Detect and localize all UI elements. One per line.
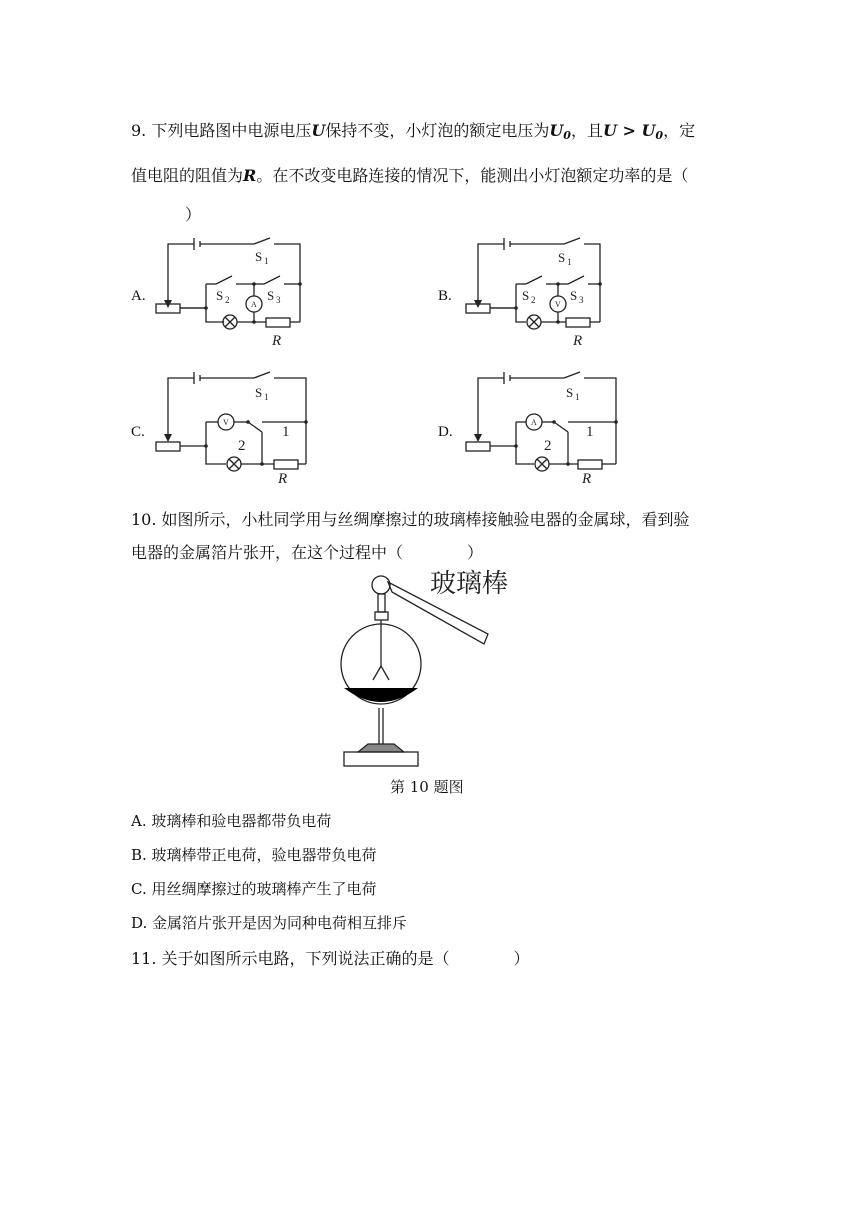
circuit-a-s2: S — [216, 288, 224, 303]
circuit-c-pos2: 2 — [238, 438, 246, 454]
circuit-b-s3-sub: 3 — [579, 295, 584, 305]
q11-line-1: 11. 关于如图所示电路，下列说法正确的是（ ） — [131, 949, 530, 968]
circuit-c-pos1: 1 — [282, 424, 290, 440]
q9-var-r: R — [243, 166, 257, 185]
q9-line-2 — [131, 163, 688, 186]
circuit-b-s2-sub: 2 — [531, 295, 536, 305]
q9-line-1 — [131, 118, 695, 142]
circuit-c-r-label: R — [278, 471, 288, 487]
circuit-a-s3-sub: 3 — [276, 295, 281, 305]
circuit-a-diagram — [150, 236, 310, 352]
q9-text-b: 保持不变，小灯泡的额定电压为 — [325, 121, 550, 140]
circuit-c-s1-sub: 1 — [264, 392, 269, 402]
circuit-b-meter: V — [555, 300, 561, 309]
circuit-a-s1: S — [255, 249, 263, 264]
q10-choice-c: C. 用丝绸摩擦过的玻璃棒产生了电荷 — [131, 880, 377, 898]
q10-choice-b: B. 玻璃棒带正电荷，验电器带负电荷 — [131, 846, 377, 864]
glass-rod-label: 玻璃棒 — [430, 569, 509, 599]
q9-var-u0: U — [549, 121, 564, 140]
circuit-b-diagram — [460, 236, 620, 352]
circuit-d-r-label: R — [582, 471, 592, 487]
circuit-d-s1-sub: 1 — [575, 392, 580, 402]
q10-line-1: 10. 如图所示，小杜同学用与丝绸摩擦过的玻璃棒接触验电器的金属球，看到验 — [131, 510, 690, 529]
circuit-a-r-label: R — [272, 333, 282, 349]
circuit-a-s1-sub: 1 — [264, 256, 269, 266]
circuit-c-s1: S — [255, 385, 263, 400]
q9-text-e: 值电阻的阻值为 — [131, 166, 244, 185]
q9-var-u: U — [311, 121, 326, 140]
q10-choice-a: A. 玻璃棒和验电器都带负电荷 — [131, 812, 332, 830]
circuit-d-meter: A — [531, 418, 537, 427]
q9-text-d: ，定 — [663, 121, 696, 140]
circuit-d-pos2: 2 — [544, 438, 552, 454]
circuit-d-diagram — [460, 370, 630, 486]
q10-choice-d: D. 金属箔片张开是因为同种电荷相互排斥 — [131, 914, 408, 932]
q9-inequality-sub: 0 — [655, 129, 664, 142]
circuit-a-s2-sub: 2 — [225, 295, 230, 305]
circuit-d-s1: S — [566, 385, 574, 400]
electroscope-figure — [330, 566, 530, 770]
option-d-label: D. — [438, 424, 453, 440]
circuit-c-diagram — [150, 370, 320, 486]
q10-line-2: 电器的金属箔片张开，在这个过程中（ ） — [131, 543, 484, 562]
figure-caption: 第 10 题图 — [390, 778, 464, 796]
q9-line-3: ） — [185, 205, 202, 224]
q9-inequality: U > U — [602, 121, 656, 140]
option-a-label: A. — [131, 288, 146, 304]
circuit-a-meter: A — [251, 300, 257, 309]
q9-text-f: 。在不改变电路连接的情况下，能测出小灯泡额定功率的是（ — [256, 166, 689, 185]
q9-text-c: ，且 — [570, 121, 603, 140]
circuit-b-r-label: R — [573, 333, 583, 349]
q9-text-a: 9. 下列电路图中电源电压 — [131, 121, 312, 140]
q9-var-u0-sub: 0 — [563, 129, 571, 142]
circuit-b-s2: S — [522, 288, 530, 303]
circuit-b-s1: S — [558, 250, 566, 265]
circuit-a-s3: S — [267, 288, 275, 303]
circuit-d-pos1: 1 — [586, 424, 594, 440]
circuit-c-meter: V — [223, 418, 229, 427]
option-c-label: C. — [131, 424, 145, 440]
circuit-b-s3: S — [570, 288, 578, 303]
circuit-b-s1-sub: 1 — [567, 257, 572, 267]
option-b-label: B. — [438, 288, 452, 304]
